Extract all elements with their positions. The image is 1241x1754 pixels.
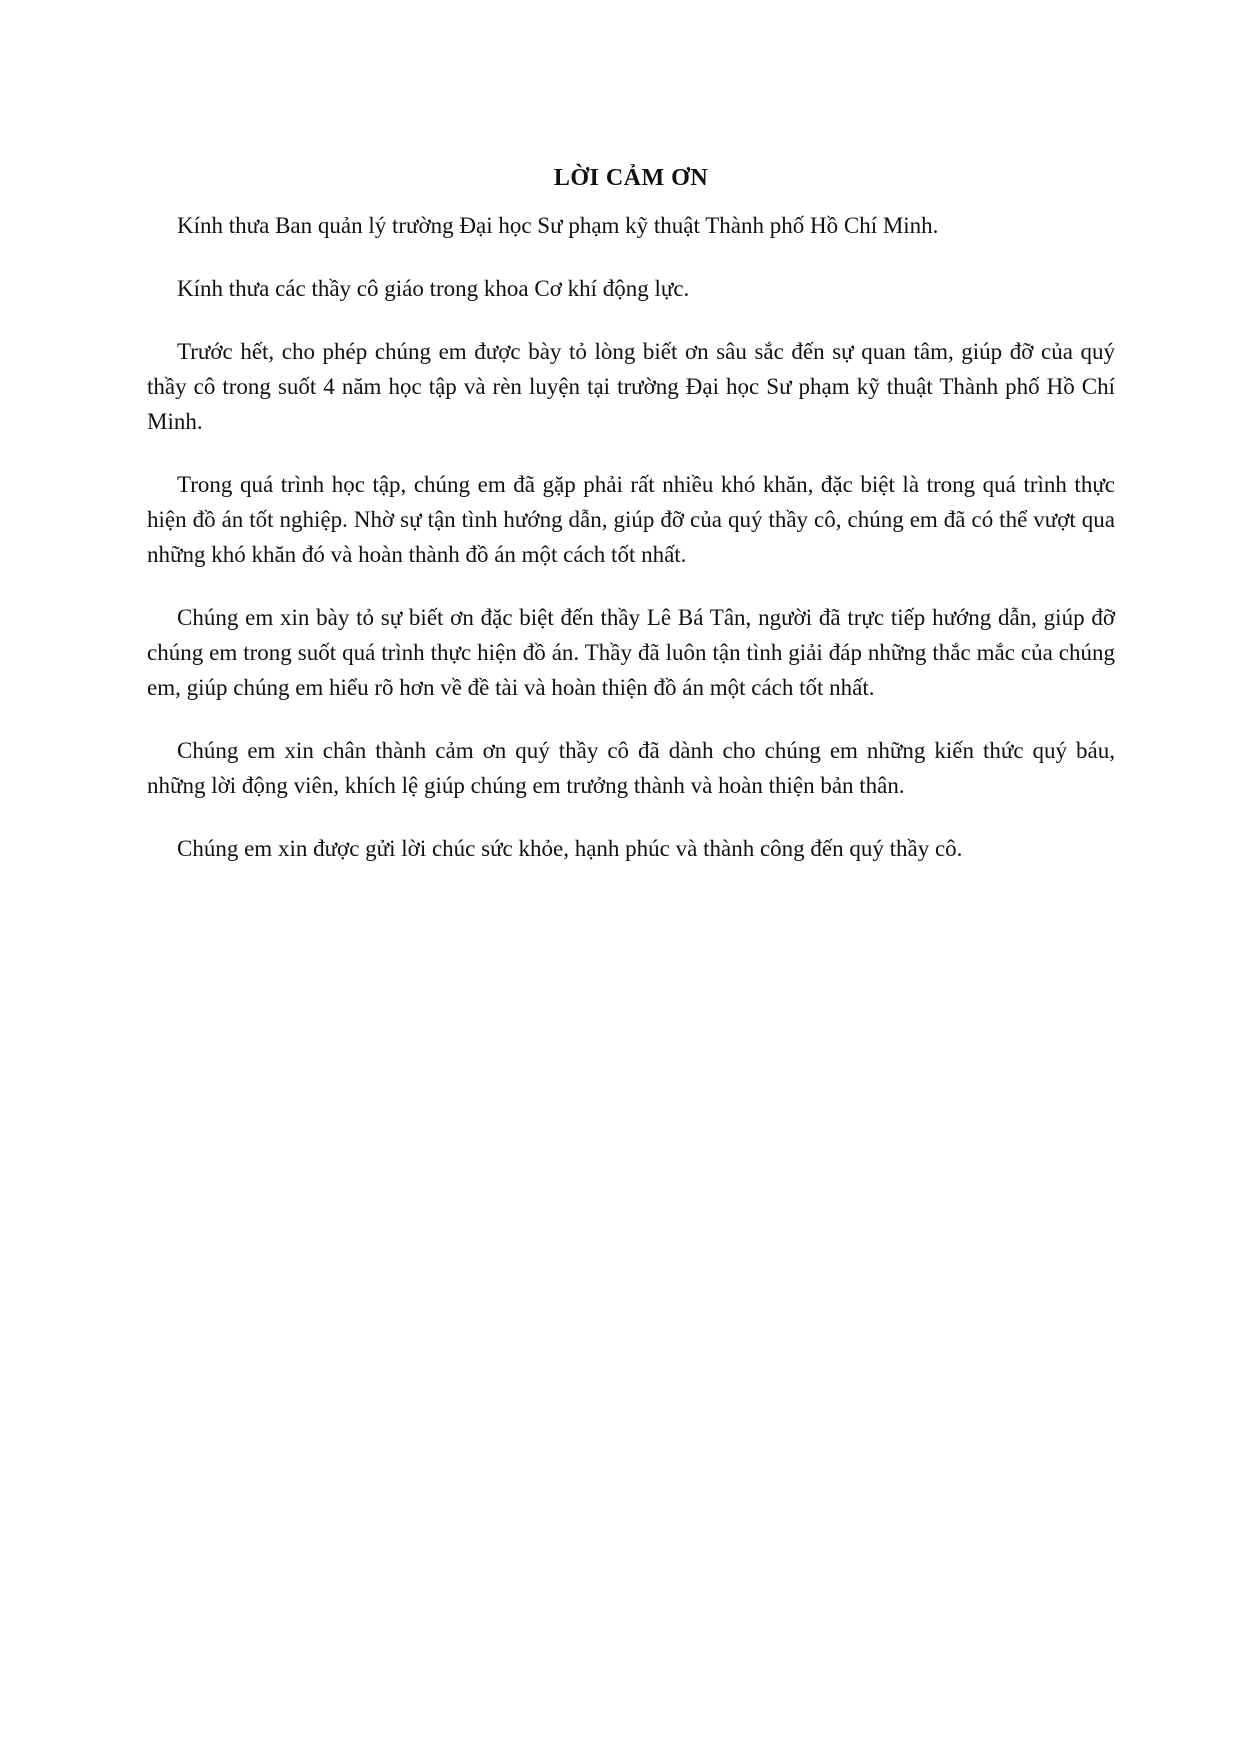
paragraph-advisor-thanks: Chúng em xin bày tỏ sự biết ơn đặc biệt đến thầy Lê Bá Tân, người đã trực tiếp hướng dẫn, giúp đỡ chúng em trong suốt quá trình thực hiện đồ án. Thầy đã luôn tận tình giải đáp những thắc mắc của chúng em, giúp chúng em hiểu rõ hơn về đề tài và hoàn thiện đồ án một cách tốt nhất. (147, 605, 1115, 700)
page-title: LỜI CẢM ƠN (553, 165, 709, 191)
paragraph-greeting-school: Kính thưa Ban quản lý trường Đại học Sư phạm kỹ thuật Thành phố Hồ Chí Minh. (177, 213, 939, 238)
paragraph-knowledge-thanks: Chúng em xin chân thành cảm ơn quý thầy cô đã dành cho chúng em những kiến thức quý báu, những lời động viên, khích lệ giúp chúng em trưởng thành và hoàn thiện bản thân. (147, 738, 1115, 798)
paragraph-greeting-faculty: Kính thưa các thầy cô giáo trong khoa Cơ khí động lực. (177, 276, 690, 301)
document-body (147, 160, 1115, 894)
paragraph-closing-wishes: Chúng em xin được gửi lời chúc sức khỏe, hạnh phúc và thành công đến quý thầy cô. (177, 836, 963, 861)
paragraph-difficulties: Trong quá trình học tập, chúng em đã gặp phải rất nhiều khó khăn, đặc biệt là trong quá trình thực hiện đồ án tốt nghiệp. Nhờ sự tận tình hướng dẫn, giúp đỡ của quý thầy cô, chúng em đã có thể vượt qua những khó khăn đó và hoàn thành đồ án một cách tốt nhất. (147, 472, 1115, 567)
paragraph-gratitude-teachers: Trước hết, cho phép chúng em được bày tỏ lòng biết ơn sâu sắc đến sự quan tâm, giúp đỡ của quý thầy cô trong suốt 4 năm học tập và rèn luyện tại trường Đại học Sư phạm kỹ thuật Thành phố Hồ Chí Minh. (147, 339, 1115, 434)
